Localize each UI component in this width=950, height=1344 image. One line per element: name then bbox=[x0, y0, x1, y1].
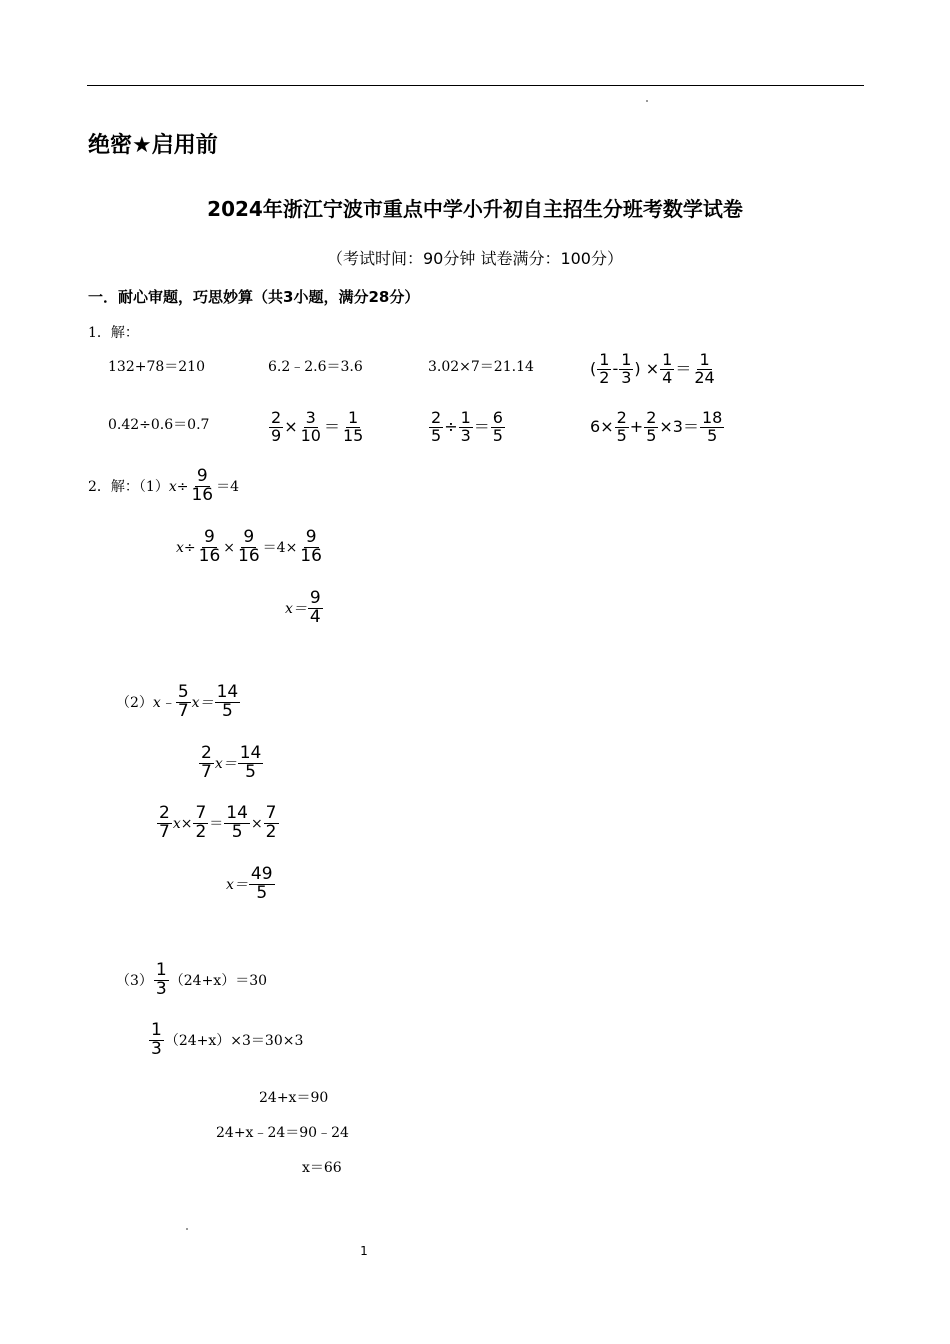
q2-part2-line2: $\frac{2}{7}$ x＝ $\frac{14}{5}$ bbox=[201, 743, 262, 782]
section-heading: 一．耐心审题，巧思妙算（共3小题，满分28分） bbox=[88, 288, 420, 306]
q2-part2-line1: （2）x﹣ $\frac{5}{7}$ x＝ $\frac{14}{5}$ bbox=[116, 682, 239, 721]
q1-expr-2: 6.2﹣2.6＝3.6 bbox=[268, 359, 363, 375]
q1-expr-8: 6× $\frac{2}{5}$ + $\frac{2}{5}$ ×3＝ $\frac{18}{5}$ bbox=[590, 408, 723, 445]
q1-expr-6: $\frac{2}{9}$ × $\frac{3}{10}$ ＝ $\frac{1}{15}$ bbox=[271, 408, 364, 445]
q2-part3-line4: 24+x﹣24＝90﹣24 bbox=[216, 1125, 349, 1141]
q1-expr-4: ( $\frac{1}{2}$ - $\frac{1}{3}$ ) × $\frac{1}{4}$ ＝ $\frac{1}{24}$ bbox=[590, 350, 715, 387]
q1-label: 1．解： bbox=[88, 325, 139, 341]
speck bbox=[646, 100, 648, 102]
header-rule bbox=[87, 85, 864, 86]
exam-info: （考试时间：90分钟 试卷满分：100分） bbox=[327, 249, 623, 268]
q1-expr-7: $\frac{2}{5}$ ÷ $\frac{1}{3}$ ＝ $\frac{6}{5}$ bbox=[431, 408, 503, 445]
q2-part1-line1: 2．解：（1）x÷ $\frac{9}{16}$ ＝4 bbox=[88, 466, 240, 505]
confidential-label: 绝密★启用前 bbox=[88, 133, 218, 158]
q2-part3-line5: x＝66 bbox=[302, 1160, 342, 1176]
speck bbox=[186, 1228, 188, 1230]
q1-expr-3: 3.02×7＝21.14 bbox=[428, 359, 534, 375]
q2-part3-line3: 24+x＝90 bbox=[259, 1090, 329, 1106]
q2-part1-line2: x÷ $\frac{9}{16}$ × $\frac{9}{16}$ ＝4× $\frac{9}{16}$ bbox=[176, 527, 322, 566]
q2-part2-line4: x＝ $\frac{49}{5}$ bbox=[226, 864, 273, 903]
q2-part1-line3: x＝ $\frac{9}{4}$ bbox=[285, 588, 321, 627]
q1-expr-5: 0.42÷0.6＝0.7 bbox=[108, 417, 210, 433]
page-title: 2024年浙江宁波市重点中学小升初自主招生分班考数学试卷 bbox=[207, 197, 743, 221]
q2-part3-line2: $\frac{1}{3}$ （24+x）×3＝30×3 bbox=[151, 1020, 304, 1059]
q1-expr-1: 132+78＝210 bbox=[108, 359, 205, 375]
q2-part3-line1: （3） $\frac{1}{3}$ （24+x）＝30 bbox=[116, 960, 268, 999]
page-number: 1 bbox=[360, 1244, 368, 1258]
q2-part2-line3: $\frac{2}{7}$ x× $\frac{7}{2}$ ＝ $\frac{14}{5}$ × $\frac{7}{2}$ bbox=[159, 803, 277, 842]
